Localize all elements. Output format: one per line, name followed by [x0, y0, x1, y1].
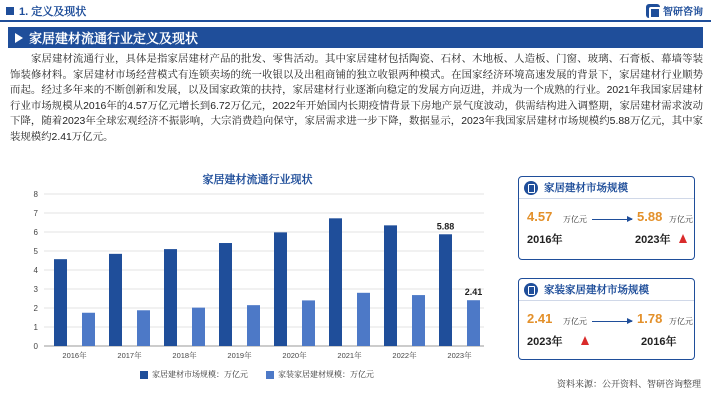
bar-chart [22, 186, 492, 370]
x-tick-label: 2020年 [282, 351, 307, 360]
from-value: 2.41 [527, 311, 553, 326]
x-tick-label: 2019年 [227, 351, 252, 360]
top-bar [0, 0, 711, 22]
y-tick-label: 6 [33, 228, 38, 237]
to-value: 1.78 [637, 311, 663, 326]
bar-home-deco [82, 313, 95, 346]
legend-swatch [140, 371, 148, 379]
card-values [519, 199, 694, 257]
data-label: 2.41 [464, 287, 483, 298]
y-tick-label: 2 [33, 304, 38, 313]
increase-arrow-icon [581, 336, 589, 345]
market-size-card [518, 176, 695, 260]
bar-home-deco [357, 293, 370, 346]
x-tick-label: 2017年 [117, 351, 142, 360]
home-deco-size-card [518, 278, 695, 360]
play-arrow-icon [15, 33, 23, 43]
y-tick-label: 7 [33, 209, 38, 218]
x-tick-label: 2021年 [337, 351, 362, 360]
legend-label-market: 家居建材市场规模：万亿元 [152, 370, 248, 379]
x-tick-label: 2022年 [392, 351, 417, 360]
card-values [519, 301, 694, 359]
y-tick-label: 5 [33, 247, 38, 256]
y-tick-label: 4 [33, 266, 38, 275]
bar-market [439, 234, 452, 346]
chart-legend [140, 369, 374, 380]
bar-market [164, 249, 177, 346]
brand [646, 3, 703, 18]
card-title: 家装家居建材市场规模 [544, 284, 649, 296]
legend-item-home-deco [266, 369, 374, 380]
document-icon [524, 283, 538, 297]
document-icon [524, 181, 538, 195]
chart-title: 家居建材流通行业现状 [202, 174, 313, 186]
from-unit: 万亿元 [563, 317, 587, 326]
bar-home-deco [137, 310, 150, 346]
from-unit: 万亿元 [563, 215, 587, 224]
brand-logo-icon [646, 4, 660, 18]
page-title: 家居建材流通行业定义及现状 [29, 31, 199, 46]
source-note: 资料来源：公开资料、智研咨询整理 [556, 379, 701, 389]
page-title-bar [8, 27, 703, 48]
x-tick-label: 2023年 [447, 351, 472, 360]
y-tick-label: 3 [33, 285, 38, 294]
card-header [519, 279, 694, 301]
arrow-right-icon [592, 321, 632, 322]
bar-market [274, 232, 287, 346]
section-marker-icon [6, 7, 14, 15]
bar-home-deco [247, 305, 260, 346]
bar-home-deco [302, 300, 315, 346]
to-year: 2016年 [641, 336, 677, 348]
section-label: 1. 定义及现状 [19, 6, 87, 18]
from-year: 2023年 [527, 336, 563, 348]
y-tick-label: 0 [33, 342, 38, 351]
legend-item-market [140, 369, 248, 380]
y-tick-label: 8 [33, 190, 38, 199]
card-title: 家居建材市场规模 [544, 182, 628, 194]
to-year: 2023年 [635, 234, 671, 246]
bar-market [329, 218, 342, 346]
bar-home-deco [467, 300, 480, 346]
top-divider [0, 20, 711, 22]
bar-market [109, 254, 122, 346]
x-tick-label: 2018年 [172, 351, 197, 360]
bar-home-deco [412, 295, 425, 346]
to-unit: 万亿元 [669, 215, 693, 224]
to-unit: 万亿元 [669, 317, 693, 326]
bar-market [219, 243, 232, 346]
y-tick-label: 1 [33, 323, 38, 332]
to-value: 5.88 [637, 209, 663, 224]
from-value: 4.57 [527, 209, 553, 224]
data-label: 5.88 [436, 221, 455, 232]
bar-market [384, 225, 397, 346]
brand-name: 智研咨询 [663, 7, 703, 18]
increase-arrow-icon [679, 234, 687, 243]
bar-home-deco [192, 308, 205, 346]
legend-swatch [266, 371, 274, 379]
x-tick-label: 2016年 [62, 351, 87, 360]
card-header [519, 177, 694, 199]
legend-label-home-deco: 家装家居建材规模：万亿元 [278, 370, 374, 379]
arrow-right-icon [592, 219, 632, 220]
from-year: 2016年 [527, 234, 563, 246]
description-paragraph: 家居建材流通行业，具体是指家居建材产品的批发、零售活动。其中家居建材包括陶瓷、石材、木地板、人造板、门窗、玻璃、石膏板、幕墙等装饰装修材料。家居建材市场经营模式有连锁卖场的统一收银以及出租商铺的独立收银两种模式。在国家经济环境高速发展的背景下，家居建材行业顺势而起。经过多年来的不断创新和发展，以及国家政策的扶持，家居建材行业逐渐向稳定的发展方向迈进，并成为一个成熟的行业。2021年我国家居建材行业市场规模从2016年的4.57万亿元增长到6.72万亿元，2022年开始国内长期疫情背景下房地产景气度波动，供需结构进入调整期，家居建材需求波动下降，随着2023年全球宏观经济不振影响，大宗消费趋向保守，家居需求进一步下降，数据显示，2023年我国家居建材市场规模约5.88万亿元，其中家装规模约2.41万亿元。 [10, 54, 703, 143]
bar-market [54, 259, 67, 346]
